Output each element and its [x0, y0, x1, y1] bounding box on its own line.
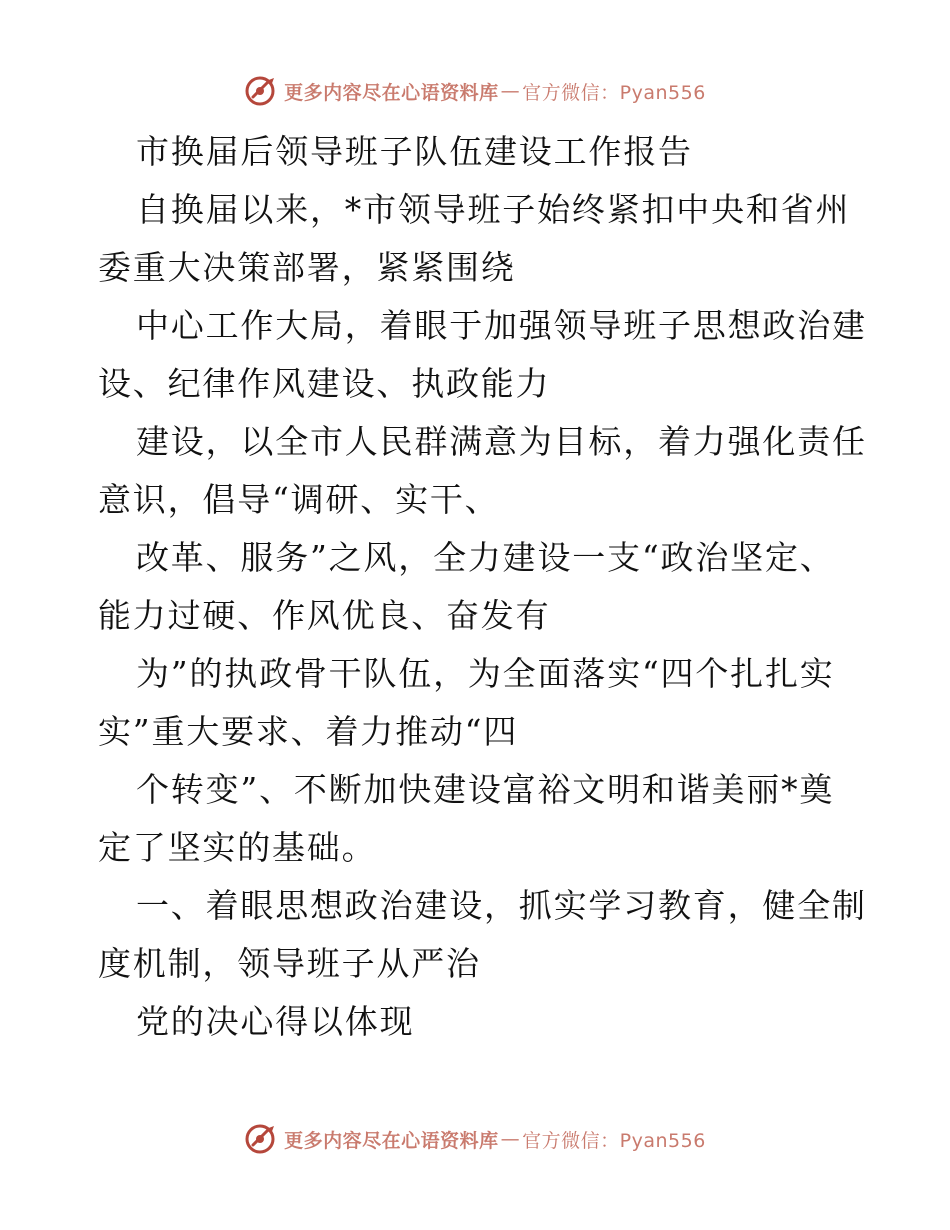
logo-icon: [244, 1123, 280, 1155]
text-line: 能力过硬、作风优良、奋发有: [98, 596, 551, 635]
watermark-header: [0, 74, 950, 108]
watermark-wechat-text: 官方微信：Pyan556: [522, 81, 706, 104]
text-line: 改革、服务”之风，全力建设一支“政治坚定、: [136, 538, 835, 577]
logo-icon: [244, 75, 280, 107]
text-line: 自换届以来，*市领导班子始终紧扣中央和省州: [136, 190, 851, 229]
watermark-dash: —: [500, 80, 521, 102]
section-heading: 一、着眼思想政治建设，抓实学习教育，健全制: [136, 886, 867, 925]
text-line: 建设，以全市人民群满意为目标，着力强化责任: [136, 422, 867, 461]
document-title: 市换届后领导班子队伍建设工作报告: [136, 132, 693, 171]
text-line: 党的决心得以体现: [136, 1002, 415, 1041]
watermark-footer: [0, 1122, 950, 1156]
text-line: 中心工作大局，着眼于加强领导班子思想政治建: [136, 306, 867, 345]
text-line: 个转变”、不断加快建设富裕文明和谐美丽*奠: [136, 770, 835, 809]
document-body: [98, 123, 867, 1051]
text-line: 定了坚实的基础。: [98, 828, 377, 867]
text-line: 设、纪律作风建设、执政能力: [98, 364, 551, 403]
watermark-wechat-text: 官方微信：Pyan556: [522, 1129, 706, 1152]
watermark-dash: —: [500, 1128, 521, 1150]
text-line: 委重大决策部署，紧紧围绕: [98, 248, 516, 287]
watermark-main-text: 更多内容尽在心语资料库: [284, 81, 499, 104]
text-line: 实”重大要求、着力推动“四: [98, 712, 519, 751]
text-line: 度机制，领导班子从严治: [98, 944, 481, 983]
text-line: 为”的执政骨干队伍，为全面落实“四个扎扎实: [136, 654, 835, 693]
text-line: 意识，倡导“调研、实干、: [98, 480, 500, 519]
watermark-main-text: 更多内容尽在心语资料库: [284, 1129, 499, 1152]
